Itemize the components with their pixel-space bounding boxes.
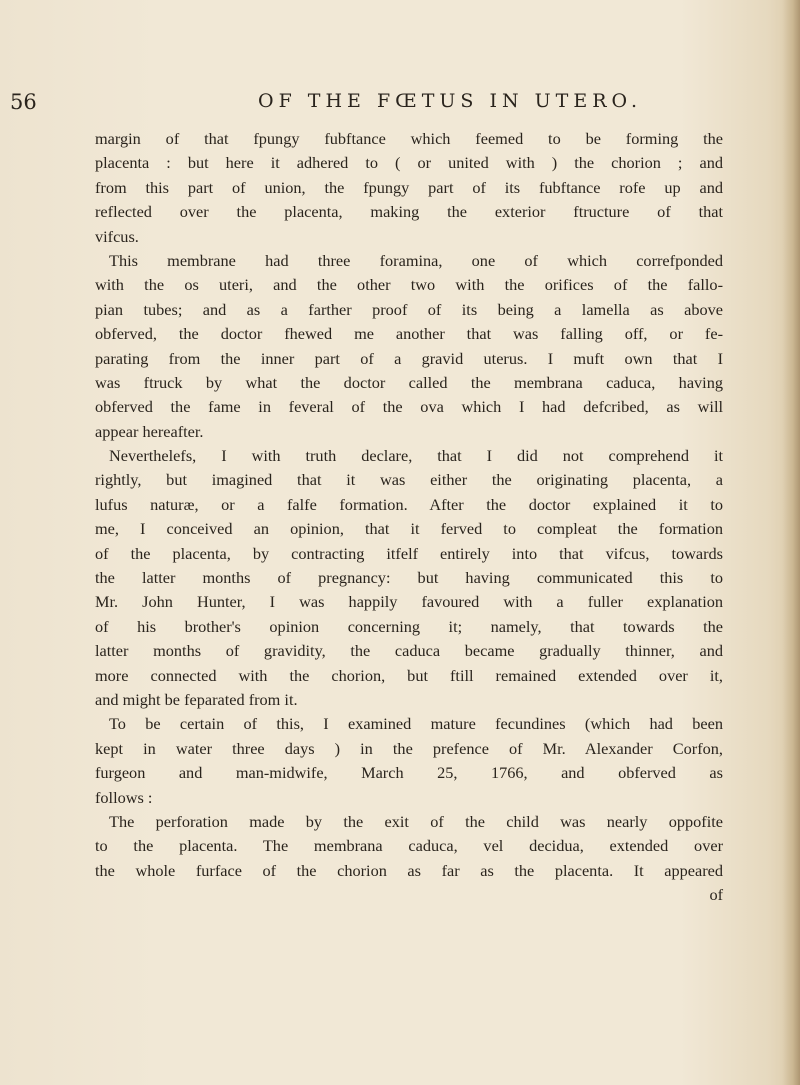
text-line: latter months of gravidity, the caduca became gradually thinner, and bbox=[95, 641, 723, 661]
text-line: Mr. John Hunter, I was happily favoured with a fuller explanation bbox=[95, 592, 723, 612]
paragraph-start-line: The perforation made by the exit of the child was nearly oppofite bbox=[109, 811, 723, 831]
text-line: placenta : but here it adhered to ( or united with ) the chorion ; and bbox=[95, 153, 723, 173]
text-line: parating from the inner part of a gravid uterus. I muft own that I bbox=[95, 348, 723, 368]
running-head: OF THE FŒTUS IN UTERO. bbox=[258, 90, 643, 112]
text-line: vifcus. bbox=[95, 226, 139, 246]
page-number: 56 bbox=[10, 90, 37, 114]
text-line: of his brother's opinion concerning it; namely, that towards the bbox=[95, 616, 723, 636]
text-line: was ftruck by what the doctor called the membrana caduca, having bbox=[95, 372, 723, 392]
text-line: appear hereafter. bbox=[95, 421, 204, 441]
body-text bbox=[95, 127, 723, 908]
paragraph-start-line: To be certain of this, I examined mature fecundines (which had been bbox=[109, 714, 723, 734]
text-line: follows : bbox=[95, 787, 153, 807]
text-line: me, I conceived an opinion, that it ferved to compleat the formation bbox=[95, 519, 723, 539]
paragraph-start-line: Neverthelefs, I with truth declare, that I did not comprehend it bbox=[109, 446, 723, 466]
text-line: with the os uteri, and the other two with the orifices of the fallo- bbox=[95, 275, 723, 295]
text-line: rightly, but imagined that it was either the originating placenta, a bbox=[95, 470, 723, 490]
text-line: and might be feparated from it. bbox=[95, 689, 298, 709]
text-line: reflected over the placenta, making the exterior ftructure of that bbox=[95, 202, 723, 222]
text-line: the whole furface of the chorion as far as the placenta. It appeared bbox=[95, 860, 723, 880]
text-line: obferved the fame in feveral of the ova which I had defcribed, as will bbox=[95, 397, 723, 417]
page-edge-shadow bbox=[782, 0, 800, 1085]
text-line: the latter months of pregnancy: but having communicated this to bbox=[95, 568, 723, 588]
text-line: lufus naturæ, or a falfe formation. After the doctor explained it to bbox=[95, 494, 723, 514]
text-line: obferved, the doctor fhewed me another that was falling off, or fe- bbox=[95, 324, 723, 344]
text-line: more connected with the chorion, but ftill remained extended over it, bbox=[95, 665, 723, 685]
text-line: pian tubes; and as a farther proof of its being a lamella as above bbox=[95, 299, 723, 319]
text-line: margin of that fpungy fubftance which feemed to be forming the bbox=[95, 129, 723, 148]
paragraph-start-line: This membrane had three foramina, one of which correfponded bbox=[109, 250, 723, 270]
text-line: of the placenta, by contracting itfelf entirely into that vifcus, towards bbox=[95, 543, 723, 563]
text-line: kept in water three days ) in the prefence of Mr. Alexander Corfon, bbox=[95, 738, 723, 758]
catchword: of bbox=[709, 885, 723, 905]
text-line: from this part of union, the fpungy part of its fubftance rofe up and bbox=[95, 177, 723, 197]
text-line: to the placenta. The membrana caduca, vel decidua, extended over bbox=[95, 836, 723, 856]
text-line: furgeon and man-midwife, March 25, 1766, and obferved as bbox=[95, 763, 723, 783]
